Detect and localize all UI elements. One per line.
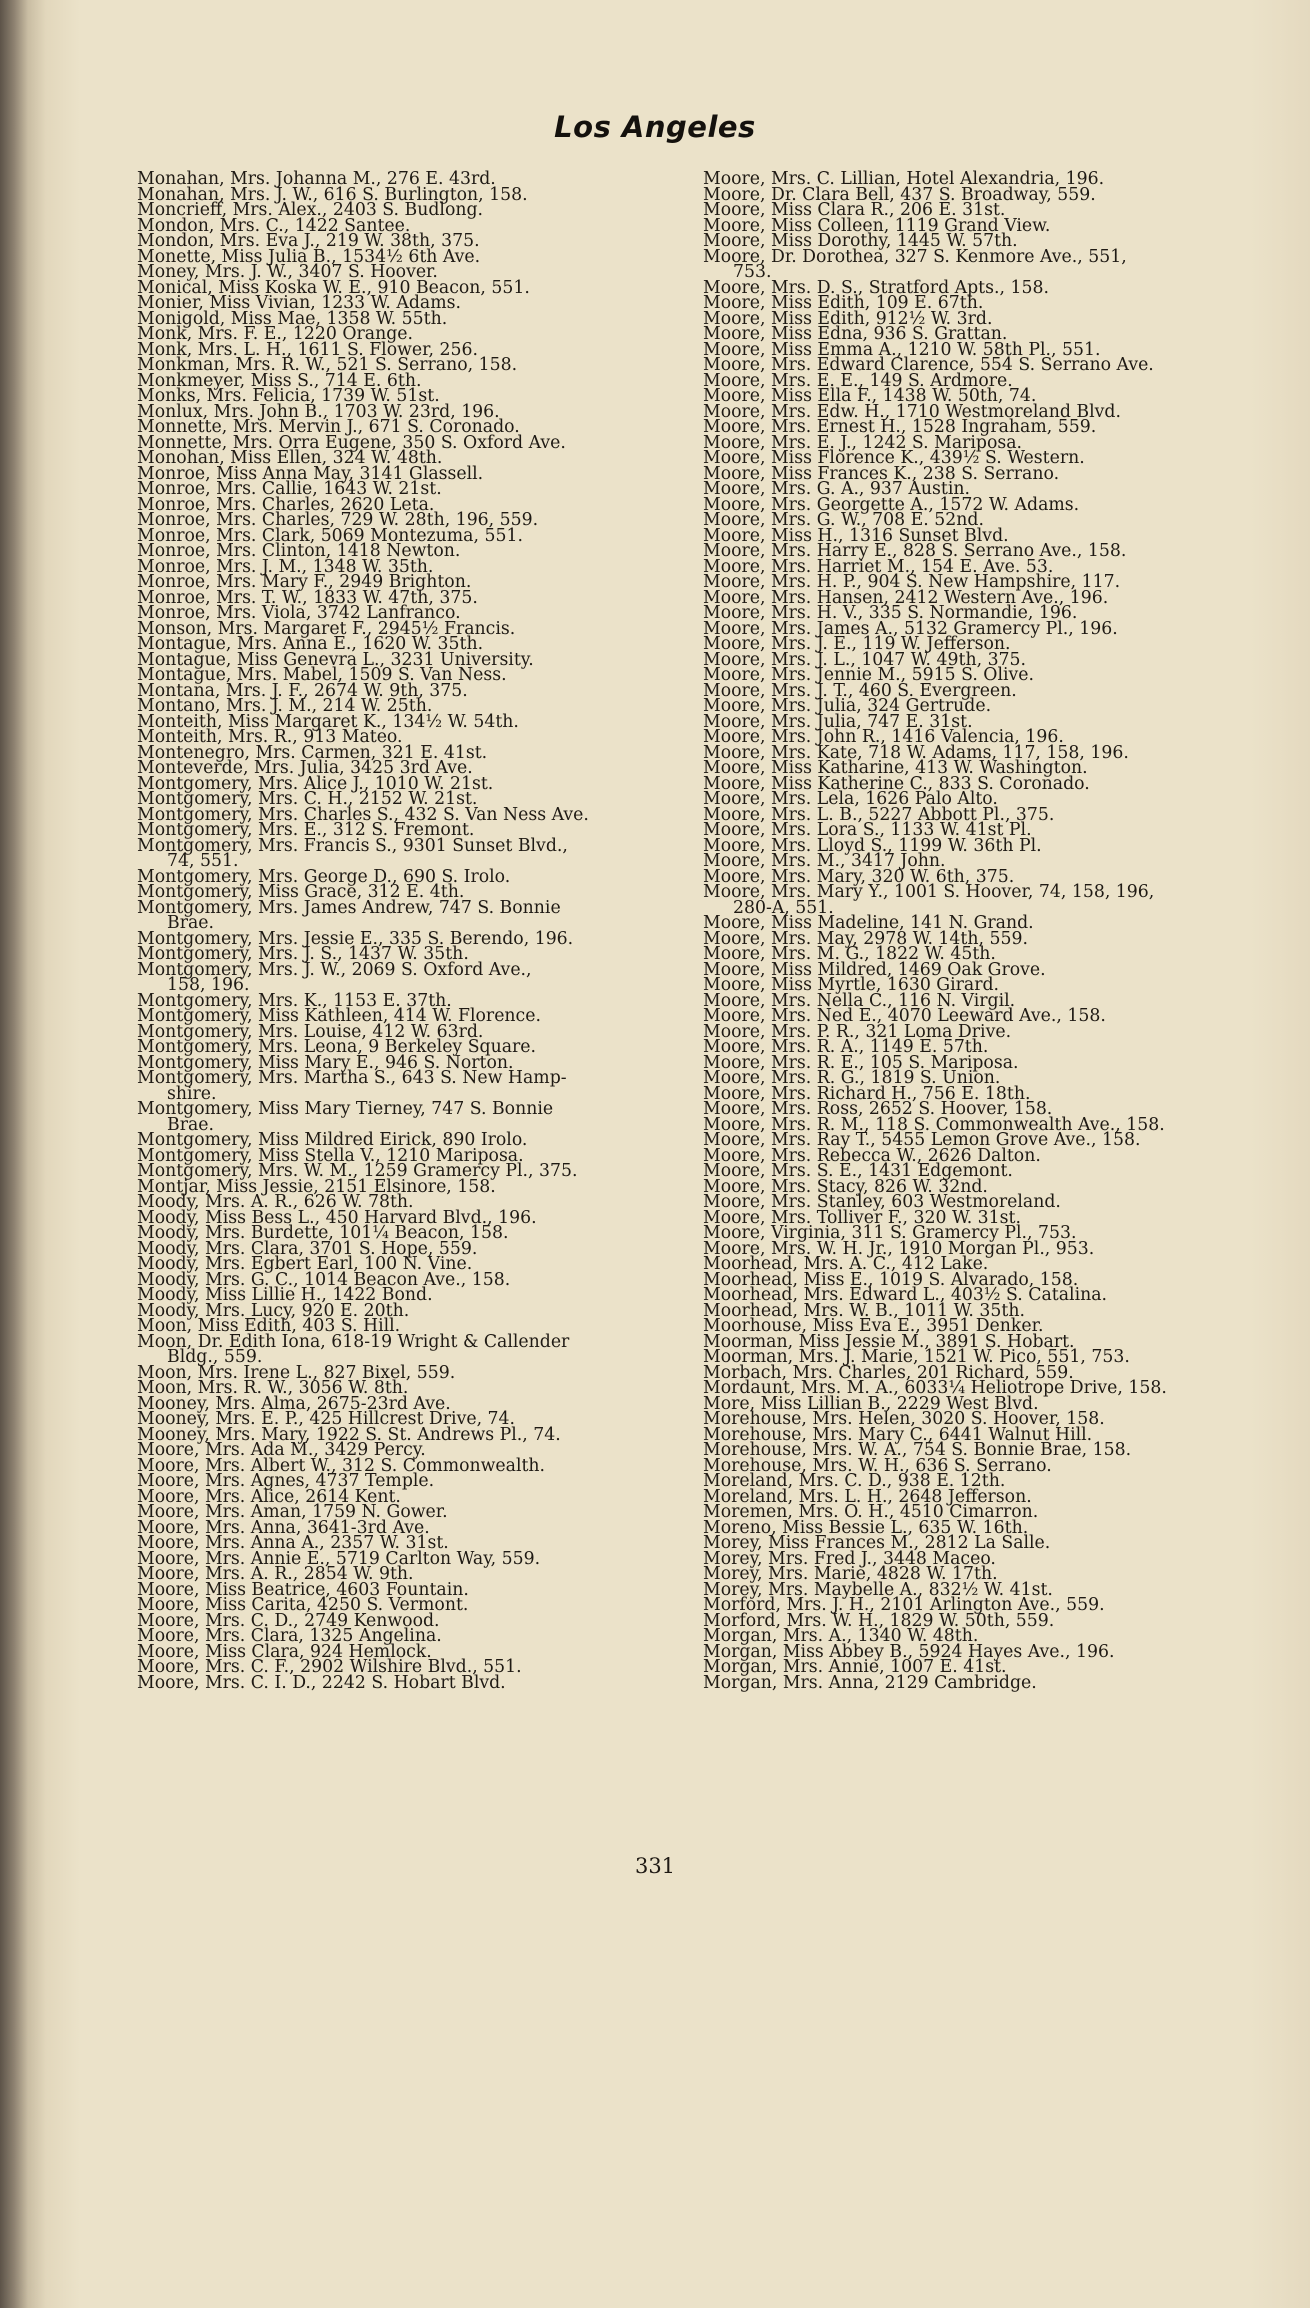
directory-entry: Moore, Miss Clara, 924 Hemlock. bbox=[137, 1641, 432, 1662]
directory-entry: Moore, Mrs. E. E., 149 S. Ardmore. bbox=[703, 370, 1013, 391]
directory-entry: Moore, Mrs. R. A., 1149 E. 57th. bbox=[703, 1037, 989, 1057]
left-column bbox=[137, 169, 689, 1693]
directory-entry: Montana, Mrs. J. F., 2674 W. 9th, 375. bbox=[137, 680, 468, 701]
directory-entry: Moore, Miss Emma A., 1210 W. 58th Pl., 551. bbox=[703, 339, 1101, 360]
directory-entry bbox=[137, 1068, 689, 1104]
directory-entry: Montague, Mrs. Anna E., 1620 W. 35th. bbox=[137, 634, 484, 654]
directory-entry: Moore, Mrs. L. B., 5227 Abbott Pl., 375. bbox=[703, 804, 1055, 825]
directory-entry: Moore, Mrs. Alice, 2614 Kent. bbox=[137, 1486, 401, 1507]
directory-entry: Moore, Mrs. J. E., 119 W. Jefferson. bbox=[703, 634, 1011, 654]
directory-entry: Moore, Mrs. Edward Clarence, 554 S. Serrano Ave. bbox=[703, 355, 1154, 375]
directory-entry: Moore, Mrs. Lloyd S., 1199 W. 36th Pl. bbox=[703, 835, 1042, 856]
directory-entry: Moody, Miss Bess L., 450 Harvard Blvd., 196. bbox=[137, 1207, 537, 1228]
directory-entry: Moon, Miss Edith, 403 S. Hill. bbox=[137, 1316, 401, 1336]
directory-entry: Montenegro, Mrs. Carmen, 321 E. 41st. bbox=[137, 742, 488, 763]
directory-entry: Moore, Miss Clara R., 206 E. 31st. bbox=[703, 200, 1006, 220]
directory-entry: Moore, Mrs. H. P., 904 S. New Hampshire, 117. bbox=[703, 572, 1121, 592]
directory-entry: Moody, Mrs. Egbert Earl, 100 N. Vine. bbox=[137, 1254, 473, 1274]
directory-entry: Moody, Mrs. G. C., 1014 Beacon Ave., 158. bbox=[137, 1269, 511, 1290]
directory-entry: Montgomery, Miss Grace, 312 E. 4th. bbox=[137, 882, 465, 902]
directory-entry: Moore, Mrs. P. R., 321 Loma Drive. bbox=[703, 1021, 1012, 1042]
directory-entry: Monson, Mrs. Margaret F., 2945½ Francis. bbox=[137, 618, 516, 639]
directory-entry: Moore, Miss Mildred, 1469 Oak Grove. bbox=[703, 959, 1046, 980]
directory-entry: Montgomery, Miss Kathleen, 414 W. Florence. bbox=[137, 1006, 541, 1026]
directory-entry: Monroe, Mrs. Charles, 729 W. 28th, 196, 559. bbox=[137, 510, 539, 530]
directory-entry: Moore, Mrs. A. R., 2854 W. 9th. bbox=[137, 1564, 414, 1584]
directory-entry: Moore, Mrs. M. G., 1822 W. 45th. bbox=[703, 944, 996, 964]
directory-entry: Moody, Mrs. Lucy, 920 E. 20th. bbox=[137, 1300, 410, 1321]
entry-text: Moore, Mrs. Mary Y., 1001 S. Hoover, 74, 158, 196, bbox=[703, 882, 1155, 902]
directory-entry: Moore, Mrs. Lora S., 1133 W. 41st Pl. bbox=[703, 820, 1032, 840]
right-column bbox=[703, 169, 1263, 1693]
directory-entry: Moorman, Miss Jessie M., 3891 S. Hobart. bbox=[703, 1331, 1075, 1352]
directory-entry: Moore, Mrs. Harry E., 828 S. Serrano Ave., 158. bbox=[703, 541, 1127, 561]
directory-entry: More, Miss Lillian B., 2229 West Blvd. bbox=[703, 1393, 1039, 1414]
directory-entry: Moore, Mrs. Annie E., 5719 Carlton Way, 559. bbox=[137, 1548, 541, 1569]
directory-entry: Moore, Miss Madeline, 141 N. Grand. bbox=[703, 913, 1034, 933]
entry-text: Montgomery, Mrs. Francis S., 9301 Sunset Blvd., bbox=[137, 835, 568, 856]
directory-entry: Morehouse, Mrs. W. H., 636 S. Serrano. bbox=[703, 1455, 1052, 1476]
directory-entry: Moore, Mrs. C. Lillian, Hotel Alexandria, 196. bbox=[703, 169, 1105, 189]
directory-entry: Money, Mrs. J. W., 3407 S. Hoover. bbox=[137, 262, 438, 282]
directory-entry: Moore, Mrs. Ray T., 5455 Lemon Grove Ave., 158. bbox=[703, 1130, 1141, 1150]
page-header: Los Angeles bbox=[554, 110, 756, 144]
directory-entry: Moore, Miss Myrtle, 1630 Girard. bbox=[703, 975, 1000, 995]
directory-entry: Montgomery, Mrs. Alice J., 1010 W. 21st. bbox=[137, 773, 494, 794]
directory-entry: Moore, Mrs. Stanley, 603 Westmoreland. bbox=[703, 1192, 1061, 1212]
page-number: 331 bbox=[634, 1854, 676, 1878]
directory-entry: Moore, Miss Edna, 936 S. Grattan. bbox=[703, 324, 1008, 344]
directory-entry: Monette, Miss Julia B., 1534½ 6th Ave. bbox=[137, 246, 481, 267]
directory-entry: Moreno, Miss Bessie L., 635 W. 16th. bbox=[703, 1517, 1029, 1538]
directory-entry: Monroe, Mrs. Callie, 1643 W. 21st. bbox=[137, 479, 442, 499]
entry-text: Montgomery, Mrs. James Andrew, 747 S. Bonnie bbox=[137, 897, 561, 918]
directory-entry: Monkmeyer, Miss S., 714 E. 6th. bbox=[137, 370, 422, 391]
directory-entry: Moore, Mrs. R. E., 105 S. Mariposa. bbox=[703, 1052, 1019, 1073]
directory-entry: Montgomery, Mrs. Jessie E., 335 S. Berendo, 196. bbox=[137, 928, 574, 949]
directory-entry: Moore, Mrs. Agnes, 4737 Temple. bbox=[137, 1471, 435, 1491]
directory-entry: Mooney, Mrs. Alma, 2675-23rd Ave. bbox=[137, 1393, 451, 1414]
directory-entry: Morey, Mrs. Maybelle A., 832½ W. 41st. bbox=[703, 1579, 1053, 1600]
directory-entry: Moore, Mrs. J. T., 460 S. Evergreen. bbox=[703, 680, 1017, 701]
directory-entry bbox=[137, 897, 689, 933]
directory-entry: Moon, Mrs. R. W., 3056 W. 8th. bbox=[137, 1378, 409, 1398]
directory-entry: Montgomery, Mrs. C. H., 2152 W. 21st. bbox=[137, 789, 478, 809]
directory-entry: Moore, Virginia, 311 S. Gramercy Pl., 753. bbox=[703, 1223, 1077, 1243]
directory-entry: Montgomery, Mrs. J. S., 1437 W. 35th. bbox=[137, 944, 469, 964]
directory-entry: Monkman, Mrs. R. W., 521 S. Serrano, 158. bbox=[137, 355, 518, 375]
directory-entry: Moore, Miss Katherine C., 833 S. Coronado. bbox=[703, 773, 1090, 794]
directory-entry: Monahan, Mrs. J. W., 616 S. Burlington, 158. bbox=[137, 184, 528, 205]
directory-entry: Moore, Mrs. S. E., 1431 Edgemont. bbox=[703, 1161, 1013, 1181]
directory-entry: Morgan, Mrs. A., 1340 W. 48th. bbox=[703, 1626, 979, 1646]
directory-entry: Montgomery, Mrs. K., 1153 E. 37th. bbox=[137, 990, 452, 1011]
directory-entry: Moore, Mrs. Aman, 1759 N. Gower. bbox=[137, 1502, 448, 1522]
directory-entry: Monnette, Mrs. Mervin J., 671 S. Coronado. bbox=[137, 417, 520, 437]
directory-entry: Montgomery, Miss Mary E., 946 S. Norton. bbox=[137, 1052, 514, 1073]
directory-entry: Moore, Mrs. M., 3417 John. bbox=[703, 851, 946, 871]
directory-entry: Montgomery, Mrs. George D., 690 S. Irolo. bbox=[137, 866, 511, 887]
directory-entry: Moncrieff, Mrs. Alex., 2403 S. Budlong. bbox=[137, 200, 484, 220]
directory-entry: Moore, Miss Dorothy, 1445 W. 57th. bbox=[703, 231, 1018, 251]
directory-entry: Moore, Mrs. R. G., 1819 S. Union. bbox=[703, 1068, 1001, 1088]
directory-entry: Montgomery, Mrs. Leona, 9 Berkeley Square. bbox=[137, 1037, 537, 1057]
directory-entry: Moore, Miss Katharine, 413 W. Washington. bbox=[703, 758, 1088, 778]
directory-entry: Moore, Mrs. Mary, 320 W. 6th, 375. bbox=[703, 866, 1015, 887]
directory-entry: Moore, Mrs. H. V., 335 S. Normandie, 196. bbox=[703, 603, 1078, 623]
entry-text: Montgomery, Miss Mary Tierney, 747 S. Bonnie bbox=[137, 1099, 554, 1119]
directory-entry: Moorhead, Mrs. Edward L., 403½ S. Catalina. bbox=[703, 1285, 1108, 1305]
directory-entry: Montague, Mrs. Mabel, 1509 S. Van Ness. bbox=[137, 665, 507, 685]
directory-entry: Morey, Miss Frances M., 2812 La Salle. bbox=[703, 1533, 1051, 1553]
directory-entry: Moore, Miss Beatrice, 4603 Fountain. bbox=[137, 1579, 469, 1600]
directory-entry: Moore, Mrs. G. W., 708 E. 52nd. bbox=[703, 510, 984, 530]
directory-entry: Moore, Mrs. E. J., 1242 S. Mariposa. bbox=[703, 432, 1023, 453]
directory-entry: Monahan, Mrs. Johanna M., 276 E. 43rd. bbox=[137, 169, 496, 189]
directory-entry: Montgomery, Mrs. E., 312 S. Fremont. bbox=[137, 820, 475, 840]
directory-entry: Moore, Mrs. Albert W., 312 S. Commonwealth. bbox=[137, 1455, 546, 1476]
directory-entry: Montano, Mrs. J. M., 214 W. 25th. bbox=[137, 696, 433, 716]
directory-entry: Moore, Mrs. James A., 5132 Gramercy Pl., 196. bbox=[703, 618, 1118, 639]
directory-entry: Morehouse, Mrs. Mary C., 6441 Walnut Hill. bbox=[703, 1424, 1093, 1445]
directory-entry: Moorman, Mrs. J. Marie, 1521 W. Pico, 551, 753. bbox=[703, 1347, 1130, 1367]
directory-entry: Moore, Mrs. W. H. Jr., 1910 Morgan Pl., 953. bbox=[703, 1238, 1095, 1259]
directory-entry: Montgomery, Mrs. Charles S., 432 S. Van Ness Ave. bbox=[137, 804, 589, 825]
directory-entry bbox=[703, 246, 1263, 282]
directory-entry: Monnette, Mrs. Orra Eugene, 350 S. Oxford Ave. bbox=[137, 432, 566, 453]
directory-entry: Morgan, Mrs. Anna, 2129 Cambridge. bbox=[703, 1672, 1037, 1693]
directory-entry: Monteith, Mrs. R., 913 Mateo. bbox=[137, 727, 403, 747]
entry-text: Montgomery, Mrs. J. W., 2069 S. Oxford Ave., bbox=[137, 959, 532, 980]
directory-entry: Mooney, Mrs. E. P., 425 Hillcrest Drive, 74. bbox=[137, 1409, 516, 1429]
directory-entry: Moreland, Mrs. C. D., 938 E. 12th. bbox=[703, 1471, 1006, 1491]
directory-entry: Moody, Mrs. Burdette, 101¼ Beacon, 158. bbox=[137, 1223, 509, 1243]
directory-entry: Moorhead, Mrs. W. B., 1011 W. 35th. bbox=[703, 1300, 1025, 1321]
entry-text: Montgomery, Mrs. Martha S., 643 S. New Hamp- bbox=[137, 1068, 567, 1088]
directory-entry: Moore, Miss Frances K., 238 S. Serrano. bbox=[703, 463, 1060, 484]
directory-entry: Monroe, Mrs. Charles, 2620 Leta. bbox=[137, 494, 435, 515]
directory-entry: Moore, Mrs. Richard H., 756 E. 18th. bbox=[703, 1083, 1031, 1104]
directory-entry: Monk, Mrs. F. E., 1220 Orange. bbox=[137, 324, 413, 344]
directory-entry: Moore, Mrs. J. L., 1047 W. 49th, 375. bbox=[703, 649, 1027, 670]
directory-entry: Moon, Mrs. Irene L., 827 Bixel, 559. bbox=[137, 1362, 456, 1383]
directory-entry: Mondon, Mrs. Eva J., 219 W. 38th, 375. bbox=[137, 231, 480, 251]
directory-entry: Montjar, Miss Jessie, 2151 Elsinore, 158. bbox=[137, 1176, 496, 1197]
directory-entry: Moore, Mrs. Lela, 1626 Palo Alto. bbox=[703, 789, 998, 809]
directory-entry: Mondon, Mrs. C., 1422 Santee. bbox=[137, 215, 411, 236]
directory-entry: Moore, Miss H., 1316 Sunset Blvd. bbox=[703, 525, 1009, 546]
directory-entry: Moore, Mrs. Harriet M., 154 E. Ave. 53. bbox=[703, 556, 1054, 577]
directory-entry: Moore, Miss Florence K., 439½ S. Western. bbox=[703, 448, 1085, 468]
entry-continuation: 74, 551. bbox=[167, 851, 239, 871]
directory-entry: Monroe, Mrs. J. M., 1348 W. 35th. bbox=[137, 556, 434, 577]
directory-entry: Morehouse, Mrs. W. A., 754 S. Bonnie Brae, 158. bbox=[703, 1440, 1132, 1460]
directory-entry: Moore, Mrs. John R., 1416 Valencia, 196. bbox=[703, 727, 1064, 747]
directory-entry: Moore, Mrs. D. S., Stratford Apts., 158. bbox=[703, 277, 1049, 298]
directory-entry: Montgomery, Mrs. W. M., 1259 Gramercy Pl., 375. bbox=[137, 1161, 578, 1181]
directory-entry: Morey, Mrs. Marie, 4828 W. 17th. bbox=[703, 1564, 998, 1584]
directory-entry: Moorhouse, Miss Eva E., 3951 Denker. bbox=[703, 1316, 1044, 1336]
entry-text: Moore, Dr. Dorothea, 327 S. Kenmore Ave., 551, bbox=[703, 246, 1127, 267]
directory-entry: Moore, Mrs. Julia, 324 Gertrude. bbox=[703, 696, 992, 716]
directory-entry: Moore, Mrs. Ernest H., 1528 Ingraham, 559. bbox=[703, 417, 1097, 437]
directory-entry: Monroe, Mrs. T. W., 1833 W. 47th, 375. bbox=[137, 587, 478, 608]
directory-entry: Moody, Miss Lillie H., 1422 Bond. bbox=[137, 1285, 433, 1305]
directory-entry bbox=[703, 882, 1263, 918]
directory-entry: Morgan, Mrs. Annie, 1007 E. 41st. bbox=[703, 1657, 1007, 1677]
directory-entry: Moore, Mrs. C. D., 2749 Kenwood. bbox=[137, 1610, 440, 1631]
directory-entry: Monteverde, Mrs. Julia, 3425 3rd Ave. bbox=[137, 758, 473, 778]
directory-entry: Monroe, Mrs. Viola, 3742 Lanfranco. bbox=[137, 603, 461, 623]
directory-entry: Moremen, Mrs. O. H., 4510 Cimarron. bbox=[703, 1502, 1039, 1522]
directory-entry: Monroe, Miss Anna May, 3141 Glassell. bbox=[137, 463, 484, 484]
entry-continuation: Brae. bbox=[167, 913, 214, 933]
directory-entry: Moore, Mrs. Hansen, 2412 Western Ave., 196. bbox=[703, 587, 1109, 608]
directory-entry: Monks, Mrs. Felicia, 1739 W. 51st. bbox=[137, 386, 440, 406]
directory-entry: Moore, Dr. Clara Bell, 437 S. Broadway, 559. bbox=[703, 184, 1096, 205]
directory-entry: Montgomery, Miss Stella V., 1210 Mariposa. bbox=[137, 1145, 524, 1166]
directory-entry: Moore, Mrs. Anna, 3641-3rd Ave. bbox=[137, 1517, 430, 1538]
directory-entry: Monohan, Miss Ellen, 324 W. 48th. bbox=[137, 448, 443, 468]
directory-entry: Moore, Mrs. Rebecca W., 2626 Dalton. bbox=[703, 1145, 1041, 1166]
directory-entry: Moore, Miss Ella F., 1438 W. 50th, 74. bbox=[703, 386, 1037, 406]
directory-entry bbox=[137, 1099, 689, 1135]
directory-entry: Moore, Mrs. Ross, 2652 S. Hoover, 158. bbox=[703, 1099, 1053, 1119]
directory-entry: Moore, Mrs. G. A., 937 Austin. bbox=[703, 479, 970, 499]
directory-entry: Moore, Mrs. Anna A., 2357 W. 31st. bbox=[137, 1533, 449, 1553]
directory-entry: Moore, Mrs. Nella C., 116 N. Virgil. bbox=[703, 990, 1016, 1011]
directory-entry: Moore, Mrs. May, 2978 W. 14th, 559. bbox=[703, 928, 1028, 949]
directory-entry: Moore, Miss Edith, 912½ W. 3rd. bbox=[703, 308, 993, 329]
directory-entry: Monroe, Mrs. Clark, 5069 Montezuma, 551. bbox=[137, 525, 523, 546]
directory-entry: Moore, Mrs. R. M., 118 S. Commonwealth Ave., 158. bbox=[703, 1114, 1165, 1135]
directory-entry: Moore, Mrs. Kate, 718 W. Adams, 117, 158, 196. bbox=[703, 742, 1129, 763]
directory-entry: Montgomery, Miss Mildred Eirick, 890 Irolo. bbox=[137, 1130, 528, 1150]
directory-entry: Moorhead, Miss E., 1019 S. Alvarado, 158. bbox=[703, 1269, 1079, 1290]
directory-entry: Monteith, Miss Margaret K., 134½ W. 54th. bbox=[137, 711, 519, 732]
directory-entry: Moore, Miss Carita, 4250 S. Vermont. bbox=[137, 1595, 469, 1615]
directory-entry: Moore, Mrs. Stacy, 826 W. 32nd. bbox=[703, 1176, 988, 1197]
directory-entry: Morford, Mrs. J. H., 2101 Arlington Ave., 559. bbox=[703, 1595, 1105, 1615]
entry-continuation: Bldg., 559. bbox=[167, 1347, 263, 1367]
directory-entry: Mooney, Mrs. Mary, 1922 S. St. Andrews Pl., 74. bbox=[137, 1424, 561, 1445]
entry-continuation: 280-A, 551. bbox=[733, 897, 834, 918]
directory-entry: Montgomery, Mrs. Louise, 412 W. 63rd. bbox=[137, 1021, 484, 1042]
directory-entry: Moore, Mrs. C. F., 2902 Wilshire Blvd., 551. bbox=[137, 1657, 522, 1677]
directory-entry: Moore, Mrs. Georgette A., 1572 W. Adams. bbox=[703, 494, 1080, 515]
directory-entry: Moore, Mrs. Ada M., 3429 Percy. bbox=[137, 1440, 426, 1460]
directory-entry: Moore, Mrs. C. I. D., 2242 S. Hobart Blvd. bbox=[137, 1672, 506, 1693]
directory-entry: Mordaunt, Mrs. M. A., 6033¼ Heliotrope Drive, 158. bbox=[703, 1378, 1167, 1398]
directory-entry bbox=[137, 959, 689, 995]
directory-entry: Moody, Mrs. Clara, 3701 S. Hope, 559. bbox=[137, 1238, 478, 1259]
directory-entry: Moore, Mrs. Clara, 1325 Angelina. bbox=[137, 1626, 442, 1646]
entry-continuation: 158, 196. bbox=[167, 975, 250, 995]
directory-entry: Moore, Mrs. Jennie M., 5915 S. Olive. bbox=[703, 665, 1035, 685]
directory-entry: Monigold, Miss Mae, 1358 W. 55th. bbox=[137, 308, 448, 329]
directory-entry: Moore, Mrs. Tolliver F., 320 W. 31st. bbox=[703, 1207, 1021, 1228]
entry-continuation: Brae. bbox=[167, 1114, 214, 1135]
directory-entry: Monroe, Mrs. Mary F., 2949 Brighton. bbox=[137, 572, 472, 592]
directory-entry: Moore, Miss Edith, 109 E. 67th. bbox=[703, 293, 984, 313]
directory-entry: Moody, Mrs. A. R., 626 W. 78th. bbox=[137, 1192, 414, 1212]
directory-entry: Moore, Mrs. Ned E., 4070 Leeward Ave., 158. bbox=[703, 1006, 1106, 1026]
directory-entry: Monk, Mrs. L. H., 1611 S. Flower, 256. bbox=[137, 339, 478, 360]
directory-entry: Morbach, Mrs. Charles, 201 Richard, 559. bbox=[703, 1362, 1074, 1383]
directory-entry: Monroe, Mrs. Clinton, 1418 Newton. bbox=[137, 541, 461, 561]
directory-entry bbox=[137, 835, 689, 871]
entry-continuation: shire. bbox=[167, 1083, 217, 1104]
directory-entry: Moore, Mrs. Edw. H., 1710 Westmoreland Blvd. bbox=[703, 401, 1121, 422]
directory-entry: Moreland, Mrs. L. H., 2648 Jefferson. bbox=[703, 1486, 1032, 1507]
directory-entry: Morford, Mrs. W. H., 1829 W. 50th, 559. bbox=[703, 1610, 1055, 1631]
directory-entry: Moore, Mrs. Julia, 747 E. 31st. bbox=[703, 711, 973, 732]
directory-entry: Montague, Miss Genevra L., 3231 University. bbox=[137, 649, 534, 670]
entry-text: Moon, Dr. Edith Iona, 618-19 Wright & Callender bbox=[137, 1331, 570, 1352]
directory-entry: Monlux, Mrs. John B., 1703 W. 23rd, 196. bbox=[137, 401, 500, 422]
directory-entry: Morey, Mrs. Fred J., 3448 Maceo. bbox=[703, 1548, 996, 1569]
directory-entry: Moore, Miss Colleen, 1119 Grand View. bbox=[703, 215, 1051, 236]
directory-entry: Monier, Miss Vivian, 1233 W. Adams. bbox=[137, 293, 461, 313]
directory-entry: Morgan, Miss Abbey B., 5924 Hayes Ave., 196. bbox=[703, 1641, 1115, 1662]
directory-entry: Moorhead, Mrs. A. C., 412 Lake. bbox=[703, 1254, 989, 1274]
directory-entry: Monical, Miss Koska W. E., 910 Beacon, 551. bbox=[137, 277, 530, 298]
directory-entry: Morehouse, Mrs. Helen, 3020 S. Hoover, 158. bbox=[703, 1409, 1105, 1429]
entry-continuation: 753. bbox=[733, 262, 772, 282]
directory-entry bbox=[137, 1331, 689, 1367]
